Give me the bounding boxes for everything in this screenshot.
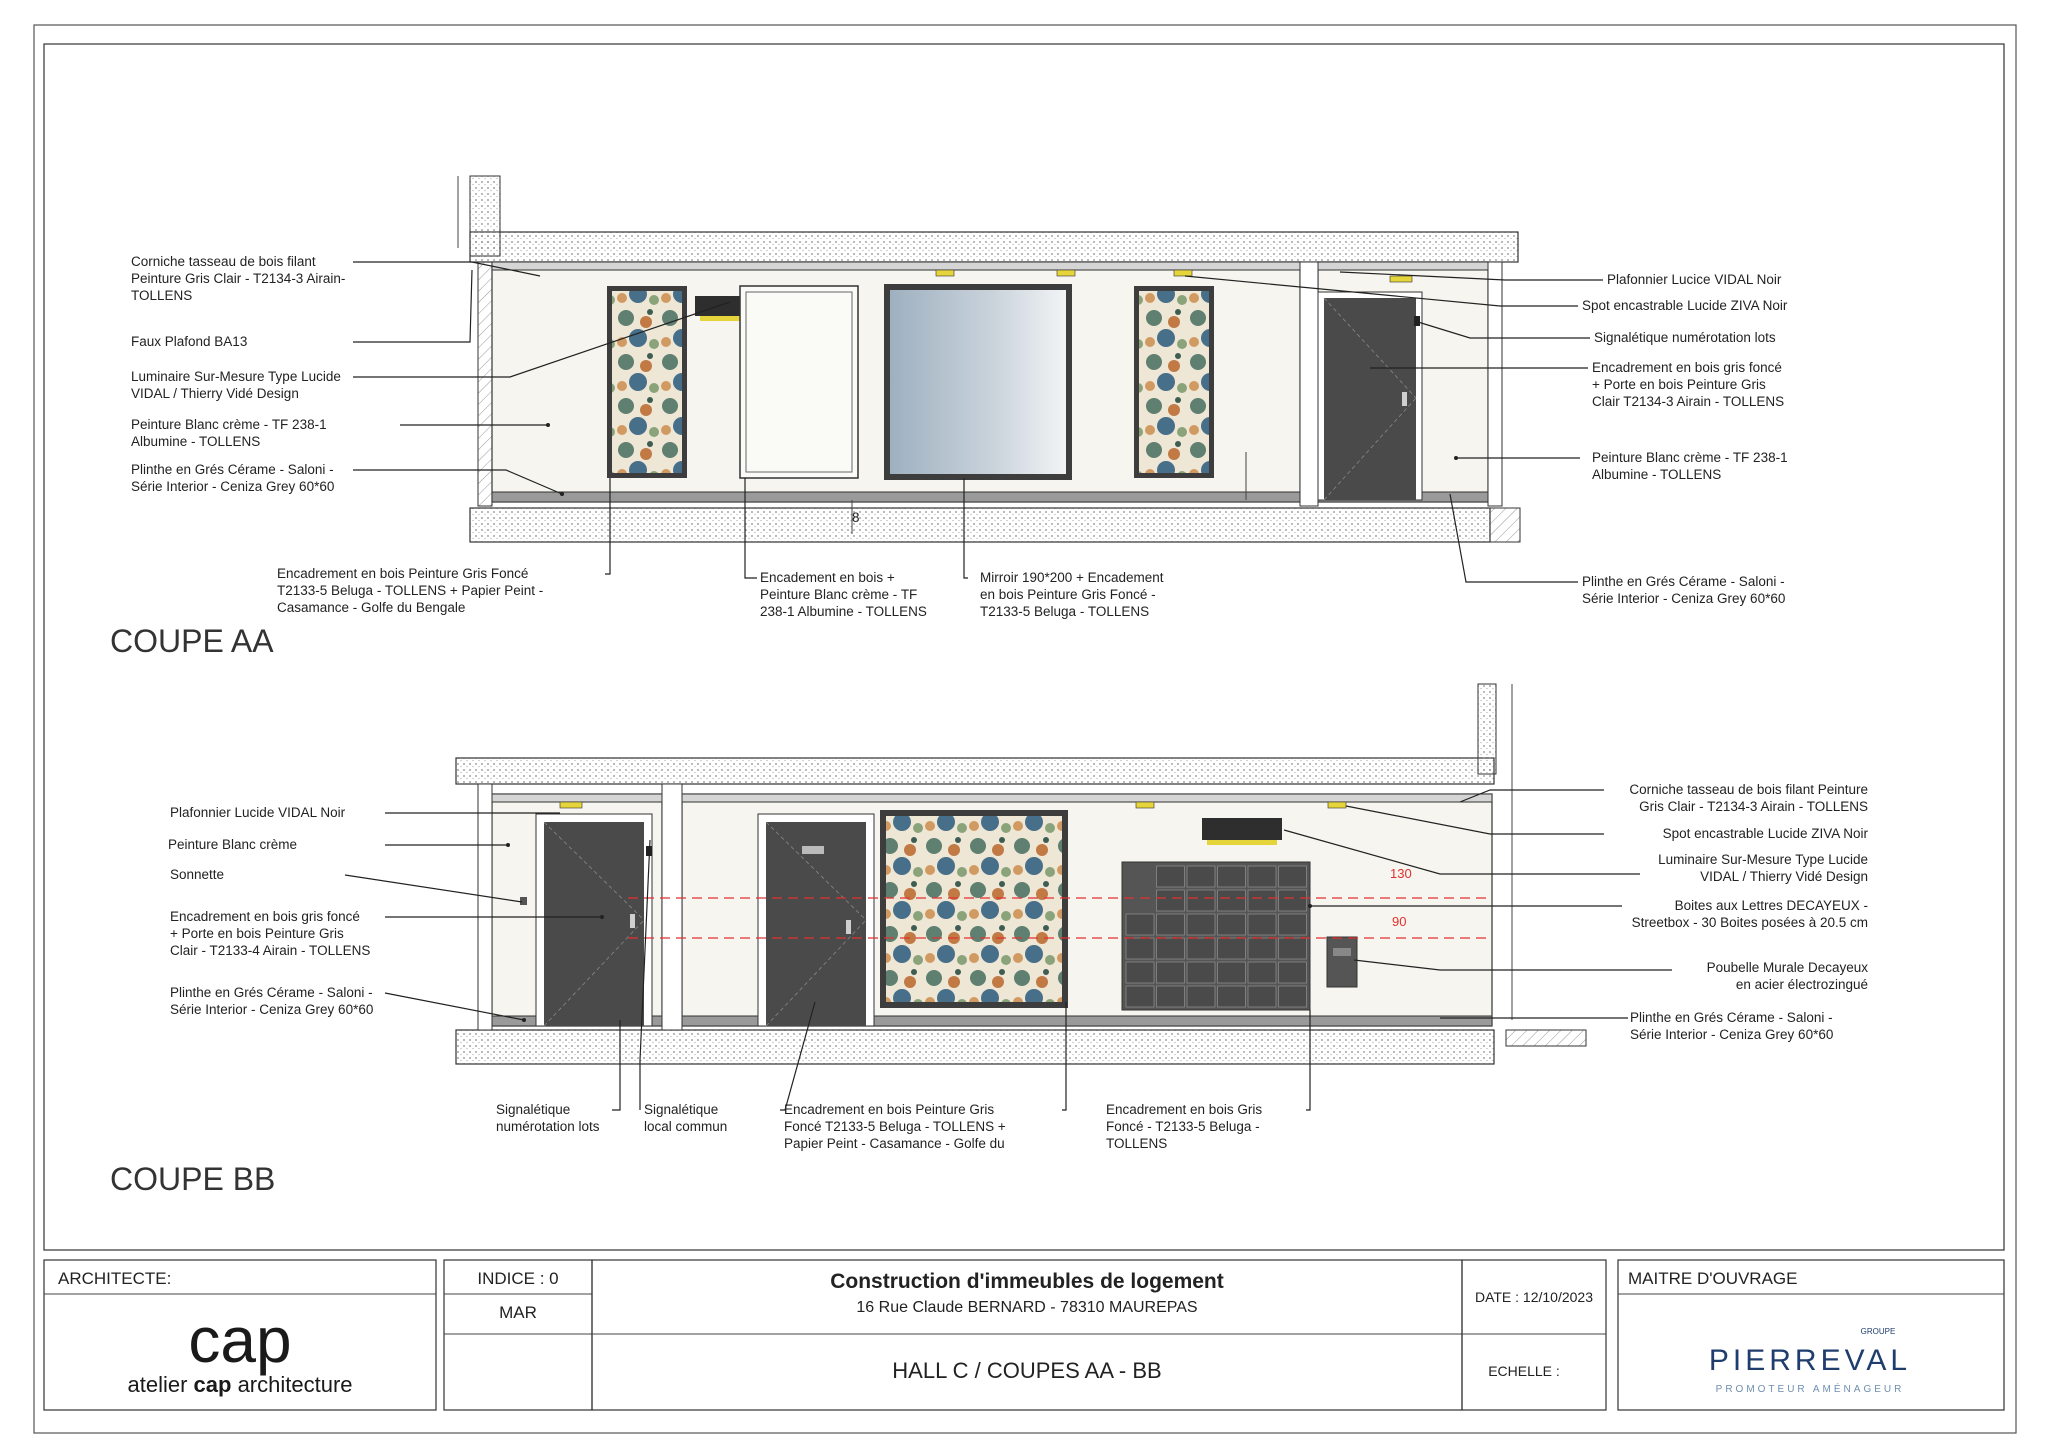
dimension-130: 130: [1390, 866, 1412, 881]
section-aa-drawing: [458, 176, 1520, 542]
mailbox-door: [1248, 890, 1276, 911]
mailboxes-bb: [1122, 862, 1310, 1010]
label-aa-cornice: Corniche tasseau de bois filant Peinture Gris Clair - T2134-3 Airain-TOLLENS: [131, 254, 346, 303]
mailbox-door: [1248, 866, 1276, 887]
mailbox-door: [1187, 914, 1215, 935]
mailbox-door: [1157, 962, 1185, 983]
sheet-title: HALL C / COUPES AA - BB: [892, 1358, 1162, 1383]
mailbox-door: [1279, 914, 1307, 935]
mailbox-door: [1279, 890, 1307, 911]
pierreval-group: GROUPE: [1860, 1327, 1896, 1336]
client-label: MAITRE D'OUVRAGE: [1628, 1269, 1798, 1288]
wallpaper-panel-left-aa: [612, 291, 682, 473]
label-bb-luminaire: Luminaire Sur-Mesure Type Lucide VIDAL / Thierry Vidé Design: [1658, 852, 1868, 884]
mailbox-door: [1157, 938, 1185, 959]
mailbox-door: [1218, 986, 1246, 1007]
mailbox-door: [1126, 914, 1154, 935]
label-aa-paint-right: Peinture Blanc crème - TF 238-1 Albumine - TOLLENS: [1592, 450, 1788, 482]
label-bb-paint: Peinture Blanc crème: [168, 837, 298, 852]
mailbox-door: [1187, 938, 1215, 959]
svg-text:8: 8: [852, 510, 860, 525]
label-bb-wallpaper-frame: Encadrement en bois Peinture Gris Foncé T2133-5 Beluga - TOLLENS + Papier Peint - Casamance - Golfe du: [784, 1102, 1006, 1151]
mailbox-door: [1218, 890, 1246, 911]
mailbox-door: [1279, 866, 1307, 887]
wall-bin-bb: [1327, 937, 1357, 987]
mar-label: MAR: [499, 1303, 537, 1322]
mailbox-door: [1157, 914, 1185, 935]
mailbox-door: [1279, 938, 1307, 959]
mailbox-door: [1218, 938, 1246, 959]
mailbox-door: [1187, 890, 1215, 911]
labels-aa-left: [131, 254, 345, 494]
label-aa-plinth-right: Plinthe en Grés Cérame - Saloni -Série Interior - Ceniza Grey 60*60: [1582, 574, 1786, 606]
label-bb-mailboxes: Boites aux Lettres DECAYEUX -Streetbox - 30 Boites posées à 20.5 cm: [1631, 898, 1868, 930]
indice-label: INDICE : 0: [477, 1269, 559, 1288]
labels-aa-right: [1582, 272, 1788, 482]
label-bb-mailbox-frame: Encadrement en bois Gris Foncé - T2133-5 Beluga -TOLLENS: [1106, 1102, 1263, 1151]
label-aa-paint: Peinture Blanc crème - TF 238-1 Albumine - TOLLENS: [131, 417, 327, 449]
label-bb-ceiling-light: Plafonnier Lucide VIDAL Noir: [170, 805, 346, 820]
labels-bb-bottom: [496, 1102, 1262, 1151]
date-label: DATE : 12/10/2023: [1474, 1289, 1594, 1305]
scale-label: ECHELLE :: [1488, 1363, 1560, 1379]
mailbox-door: [1157, 986, 1185, 1007]
labels-bb-right: [1629, 782, 1868, 1042]
labels-bb-left: [168, 805, 373, 1017]
mailbox-door: [1248, 938, 1276, 959]
label-aa-wallpaper-frame: Encadrement en bois Peinture Gris Foncé T2133-5 Beluga - TOLLENS + Papier Peint -Casamance - Golfe du Bengale: [277, 566, 544, 615]
mailbox-door: [1218, 866, 1246, 887]
section-bb-drawing: [456, 684, 1586, 1064]
label-bb-bin: Poubelle Murale Decayeux en acier électrozingué: [1706, 960, 1868, 992]
mailbox-door: [1126, 938, 1154, 959]
label-bb-plinth: Plinthe en Grés Cérame - Saloni -Série Interior - Ceniza Grey 60*60: [170, 985, 374, 1017]
title-block: [44, 1260, 2004, 1410]
wallpaper-panel-bb: [886, 816, 1062, 1002]
drawing-frame: [44, 44, 2004, 1250]
labels-aa-bottom: [277, 566, 1785, 619]
wallpaper-panel-right-aa: [1139, 291, 1209, 473]
label-bb-plinth-right: Plinthe en Grés Cérame - Saloni -Série Interior - Ceniza Grey 60*60: [1630, 1010, 1834, 1042]
label-bb-door-frame: Encadrement en bois gris foncé + Porte en bois Peinture Gris Clair - T2133-4 Airain - TOLLENS: [170, 909, 371, 958]
mailbox-door: [1248, 986, 1276, 1007]
section-aa-title: COUPE AA: [110, 623, 274, 659]
pierreval-logo: PIERREVAL: [1708, 1344, 1912, 1377]
mailbox-door: [1218, 914, 1246, 935]
mailbox-door: [1187, 866, 1215, 887]
mailbox-door: [1279, 986, 1307, 1007]
label-bb-spot: Spot encastrable Lucide ZIVA Noir: [1662, 826, 1868, 841]
mailbox-door: [1248, 914, 1276, 935]
label-aa-spot: Spot encastrable Lucide ZIVA Noir: [1582, 298, 1788, 313]
mailbox-door: [1126, 962, 1154, 983]
label-aa-luminaire: Luminaire Sur-Mesure Type Lucide VIDAL / Thierry Vidé Design: [131, 369, 341, 401]
label-aa-false-ceiling: Faux Plafond BA13: [131, 334, 248, 349]
cap-logo-mark: cap: [188, 1304, 292, 1376]
mailbox-door: [1218, 962, 1246, 983]
door-bb-left: [544, 822, 644, 1026]
label-aa-mirror: Mirroir 190*200 + Encadement en bois Peinture Gris Foncé -T2133-5 Beluga - TOLLENS: [980, 570, 1164, 619]
label-aa-ceiling-light: Plafonnier Lucice VIDAL Noir: [1607, 272, 1782, 287]
project-address: 16 Rue Claude BERNARD - 78310 MAUREPAS: [856, 1299, 1198, 1316]
mirror-aa: [890, 290, 1066, 474]
dimension-90: 90: [1392, 914, 1407, 929]
label-bb-doorbell: Sonnette: [170, 867, 225, 882]
label-bb-cornice: Corniche tasseau de bois filant Peinture Gris Clair - T2134-3 Airain - TOLLENS: [1629, 782, 1868, 814]
label-aa-signage: Signalétique numérotation lots: [1594, 330, 1776, 345]
mailbox-door: [1126, 986, 1154, 1007]
label-aa-plinth: Plinthe en Grés Cérame - Saloni -Série Interior - Ceniza Grey 60*60: [131, 462, 335, 494]
mailbox-door: [1157, 866, 1185, 887]
mailbox-door: [1187, 962, 1215, 983]
section-bb-title: COUPE BB: [110, 1161, 276, 1197]
architect-label: ARCHITECTE:: [58, 1269, 172, 1288]
mailbox-door: [1279, 962, 1307, 983]
mailbox-door: [1187, 986, 1215, 1007]
label-aa-door-frame: Encadrement en bois gris foncé + Porte en bois Peinture Gris Clair T2134-3 Airain - TOLLENS: [1592, 360, 1785, 409]
label-aa-panel-frame: Encadement en bois + Peinture Blanc crème - TF 238-1 Albumine - TOLLENS: [760, 570, 927, 619]
pierreval-tagline: PROMOTEUR AMÉNAGEUR: [1715, 1384, 1905, 1395]
label-bb-signage-common: Signalétique local commun: [644, 1102, 728, 1134]
luminaire-bb: [1202, 818, 1282, 840]
label-bb-signage-lots: Signalétique numérotation lots: [496, 1102, 600, 1134]
project-title: Construction d'immeubles de logement: [830, 1270, 1224, 1293]
mailbox-door: [1157, 890, 1185, 911]
framed-panel-aa: [740, 286, 858, 478]
cap-logo-text: atelier cap architecture: [127, 1372, 353, 1397]
mailbox-door: [1248, 962, 1276, 983]
